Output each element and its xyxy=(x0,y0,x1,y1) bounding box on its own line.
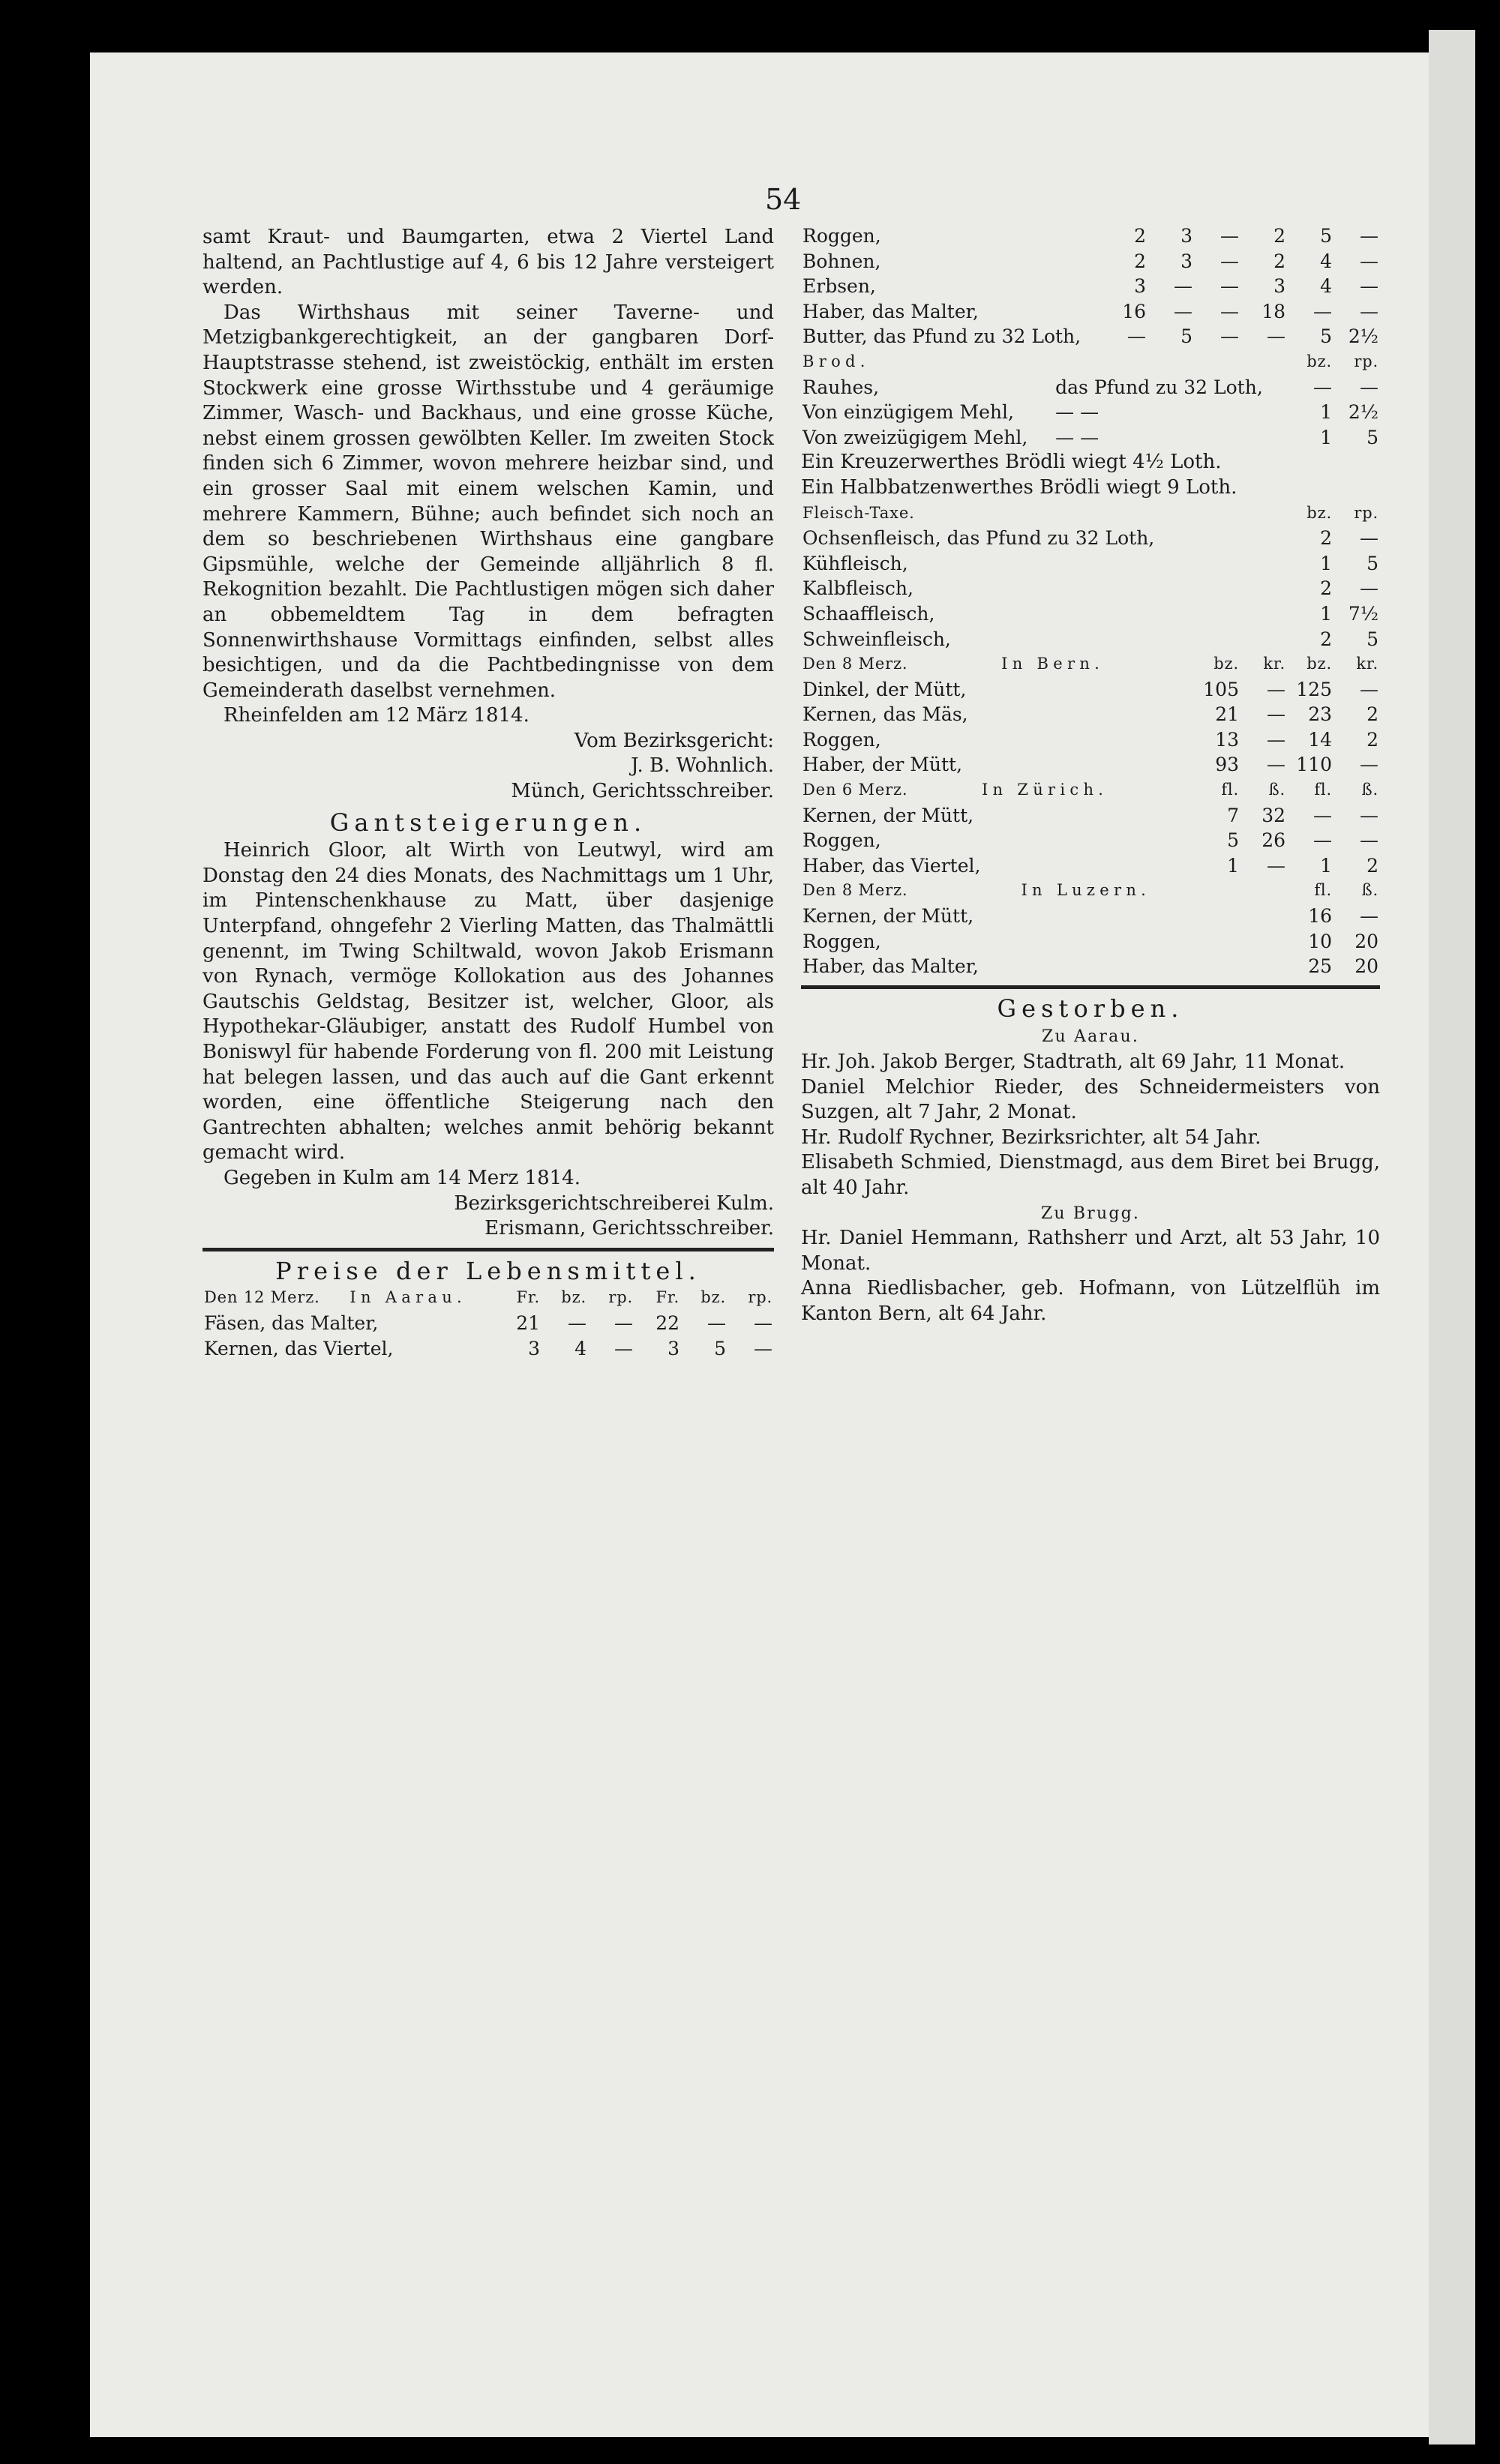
price-cell: 5 xyxy=(1320,225,1332,247)
market-date: Den 8 Merz. xyxy=(802,655,908,673)
price-cell: 5 xyxy=(1366,426,1378,448)
col-header: rp. xyxy=(1354,503,1378,522)
item-name: Schaaffleisch, xyxy=(802,602,935,625)
aarau-price-table xyxy=(202,1285,774,1361)
death-notice: Anna Riedlisbacher, geb. Hofmann, von Lützelflüh im Kanton Bern, alt 64 Jahr. xyxy=(801,1277,1380,1325)
left-column xyxy=(202,225,774,1361)
table-row xyxy=(801,904,1380,929)
table-row xyxy=(202,1336,774,1362)
gant-signature-clerk: Erismann, Gerichtsschreiber. xyxy=(484,1217,774,1240)
price-cell: 3 xyxy=(1274,275,1286,298)
price-cell: 3 xyxy=(1134,275,1146,298)
price-cell: — xyxy=(1313,376,1332,398)
table-row xyxy=(801,702,1380,727)
price-cell: 2 xyxy=(1134,250,1146,272)
item-name: Erbsen, xyxy=(802,275,876,298)
item-name: Kernen, der Mütt, xyxy=(802,804,974,826)
item-name: Roggen, xyxy=(802,829,881,852)
price-cell: 21 xyxy=(516,1311,540,1334)
inn-description-paragraph: Das Wirthshaus mit seiner Taverne- und Metzigbankgerechtigkeit, an der gangbaren Dorf-Hauptstrasse stehend, ist zweistöckig, enthält im ersten Stockwerk eine grosse Wirthsstube und 4 geräumige Zimmer, Wasch- und Backhaus, und eine grosse Küche, nebst einem grossen gewölbten Keller. Im zweiten Stock finden sich 6 Zimmer, wovon mehrere heizbar sind, und ein grosser Saal mit einem welschen Kamin, und mehrere Kammern, Bühne; auch befindet sich noch an dem so beschriebenen Wirthshaus eine gangbare Gipsmühle, welche der Gemeinde alljährlich 8 fl. Rekognition bezahlt. Die Pachtlustigen mögen sich daher an obbemeldtem Tag in dem befragten Sonnenwirthshause Vormittags einfinden, selbst alles besichtigen, und da die Pachtbedingnisse von dem Gemeinderath daselbst vernehmen. xyxy=(202,301,774,702)
price-cell: 25 xyxy=(1308,955,1332,978)
market-city: In Luzern. xyxy=(1021,881,1151,900)
price-cell: — xyxy=(1267,754,1286,776)
item-note: — — xyxy=(1055,401,1100,424)
price-cell: — xyxy=(1127,325,1146,348)
price-cell: — xyxy=(1360,754,1378,776)
item-name: Roggen, xyxy=(802,225,881,247)
death-notice: Hr. Joh. Jakob Berger, Stadtrath, alt 69 Jahr, 11 Monat. xyxy=(801,1051,1346,1073)
price-cell: — xyxy=(1360,275,1378,298)
price-cell: 10 xyxy=(1308,930,1332,952)
price-cell: 3 xyxy=(528,1337,540,1359)
table-row xyxy=(801,274,1380,299)
price-cell: — xyxy=(1220,325,1239,348)
price-cell: 1 xyxy=(1320,552,1332,574)
col-header: rp. xyxy=(1354,352,1378,370)
item-name: Von einzügigem Mehl, xyxy=(802,401,1014,424)
price-cell: 1 xyxy=(1320,401,1332,424)
signature-clerk: Münch, Gerichtsschreiber. xyxy=(511,780,774,803)
price-cell: — xyxy=(1360,905,1378,928)
meat-price-table xyxy=(801,501,1380,652)
price-cell: 5 xyxy=(1366,628,1378,650)
item-name: Roggen, xyxy=(802,728,881,751)
table-row xyxy=(801,526,1380,551)
col-header: rp. xyxy=(608,1288,633,1307)
aarau-city: In Aarau. xyxy=(350,1288,467,1307)
price-cell: 3 xyxy=(1180,225,1192,247)
price-cell: — xyxy=(707,1311,726,1334)
price-cell: 14 xyxy=(1308,728,1332,751)
price-cell: 21 xyxy=(1215,703,1239,726)
price-cell: — xyxy=(1267,678,1286,700)
bread-price-table xyxy=(801,349,1380,450)
item-name: Dinkel, der Mütt, xyxy=(802,678,967,700)
col-header: ß. xyxy=(1361,781,1378,799)
price-cell: 5 xyxy=(1366,552,1378,574)
table-row xyxy=(801,601,1380,627)
signature-name: J. B. Wohnlich. xyxy=(631,754,774,778)
col-header: kr. xyxy=(1356,655,1378,673)
next-page-edge xyxy=(1429,30,1475,2445)
table-row xyxy=(801,551,1380,577)
price-cell: 32 xyxy=(1262,804,1286,826)
price-cell: — xyxy=(1313,804,1332,826)
price-cell: 13 xyxy=(1215,728,1239,751)
item-name: Haber, der Mütt, xyxy=(802,754,963,776)
price-cell: — xyxy=(1267,325,1286,348)
price-cell: 1 xyxy=(1320,426,1332,448)
col-header: fl. xyxy=(1314,881,1332,900)
market-city: In Zürich. xyxy=(981,781,1108,799)
price-cell: — xyxy=(1174,275,1192,298)
price-cell: — xyxy=(1360,376,1378,398)
gant-paragraph: Heinrich Gloor, alt Wirth von Leutwyl, wird am Donstag den 24 dies Monats, des Nachmittags um 1 Uhr, im Pintenschenkhause zu Matt, über dasjenige Unterpfand, ohngefehr 2 Vierling Matten, das Thalmättli genennt, im Twing Schiltwald, wovon Jakob Erismann von Rynach, vermöge Kollokation aus des Johannes Gautschis Geldstag, Besitzer ist, welcher, Gloor, als Hypothekar-Gläubiger, anstatt des Rudolf Humbel von Boniswyl für habende Forderung von fl. 200 mit Leistung hat belegen lassen, und das auch auf die Gant erkennt worden, eine öffentliche Steigerung nach den Gantrechten abhalten; welches anmit behörig bekannt gemacht wird. xyxy=(202,839,774,1165)
prices-heading: Preise der Lebensmittel. xyxy=(275,1256,701,1285)
aarau-subheading: Zu Aarau. xyxy=(1041,1027,1140,1047)
bread-weight-line: Ein Kreuzerwerthes Brödli wiegt 4½ Loth. xyxy=(801,451,1222,474)
price-cell: 20 xyxy=(1354,930,1378,952)
table-row xyxy=(801,576,1380,601)
item-name: Kernen, das Mäs, xyxy=(802,703,968,726)
price-cell: — xyxy=(1220,250,1239,272)
item-note: das Pfund zu 32 Loth, xyxy=(1055,376,1263,398)
price-cell: 4 xyxy=(1320,275,1332,298)
price-cell: 2 xyxy=(1366,728,1378,751)
item-name: Kernen, der Mütt, xyxy=(802,905,974,928)
luzern-price-table xyxy=(801,878,1380,979)
price-cell: — xyxy=(1360,577,1378,600)
price-cell: 2 xyxy=(1366,854,1378,877)
price-cell: — xyxy=(614,1311,633,1334)
price-cell: 93 xyxy=(1215,754,1239,776)
price-cell: — xyxy=(1313,300,1332,322)
price-cell: 5 xyxy=(714,1337,726,1359)
death-notice: Hr. Rudolf Rychner, Bezirksrichter, alt 54 Jahr. xyxy=(801,1126,1262,1149)
col-header: rp. xyxy=(748,1288,772,1307)
gestorben-heading: Gestorben. xyxy=(997,994,1184,1023)
col-header: bz. xyxy=(700,1288,726,1307)
table-row xyxy=(801,853,1380,879)
item-name: Kühfleisch, xyxy=(802,552,908,574)
col-header: bz. xyxy=(1306,655,1332,673)
price-cell: — xyxy=(1220,275,1239,298)
price-cell: 16 xyxy=(1122,300,1146,322)
item-name: Haber, das Malter, xyxy=(802,300,979,322)
market-city: In Bern. xyxy=(1001,655,1105,673)
col-header: bz. xyxy=(1214,655,1239,673)
page-number: 54 xyxy=(765,183,802,216)
table-row xyxy=(801,752,1380,778)
item-name: Von zweizügigem Mehl, xyxy=(802,426,1028,448)
price-cell: 2½ xyxy=(1348,325,1378,348)
table-row xyxy=(801,425,1380,451)
price-cell: 2 xyxy=(1274,250,1286,272)
price-cell: 3 xyxy=(668,1337,680,1359)
item-name: Butter, das Pfund zu 32 Loth, xyxy=(802,325,1082,348)
fleisch-label: Fleisch-Taxe. xyxy=(802,503,915,522)
price-cell: 20 xyxy=(1354,955,1378,978)
item-name: Kernen, das Viertel, xyxy=(204,1337,394,1359)
price-cell: 1 xyxy=(1320,854,1332,877)
gant-date: Gegeben in Kulm am 14 Merz 1814. xyxy=(224,1166,580,1189)
gant-heading: Gantsteigerungen. xyxy=(329,808,647,837)
col-header: ß. xyxy=(1361,881,1378,900)
market-date: Den 6 Merz. xyxy=(802,781,908,799)
price-cell: 1 xyxy=(1320,602,1332,625)
death-notice: Hr. Daniel Hemmann, Rathsherr und Arzt, alt 53 Jahr, 10 Monat. xyxy=(801,1227,1380,1275)
table-row xyxy=(202,1311,774,1336)
price-cell: — xyxy=(1360,678,1378,700)
item-name: Roggen, xyxy=(802,930,881,952)
price-cell: 5 xyxy=(1180,325,1192,348)
table-row xyxy=(801,627,1380,652)
section-rule xyxy=(202,1248,774,1251)
price-cell: — xyxy=(1267,703,1286,726)
col-header: ß. xyxy=(1268,781,1286,799)
price-cell: — xyxy=(1360,527,1378,550)
price-cell: 2 xyxy=(1320,577,1332,600)
brod-label: Brod. xyxy=(802,352,870,370)
signature-court: Vom Bezirksgericht: xyxy=(574,729,774,752)
table-row xyxy=(801,223,1380,249)
price-cell: — xyxy=(1313,829,1332,852)
item-name: Haber, das Malter, xyxy=(802,955,979,978)
price-cell: 4 xyxy=(574,1337,586,1359)
auction-paragraph-1: samt Kraut- und Baumgarten, etwa 2 Viertel Land haltend, an Pachtlustige auf 4, 6 bis 12 Jahre versteigert werden. xyxy=(202,226,774,299)
price-cell: 22 xyxy=(656,1311,680,1334)
zuerich-price-table xyxy=(801,778,1380,878)
price-cell: — xyxy=(1220,225,1239,247)
aarau-date: Den 12 Merz. xyxy=(204,1288,320,1307)
price-cell: 105 xyxy=(1203,678,1239,700)
table-row xyxy=(801,828,1380,853)
price-cell: 16 xyxy=(1308,905,1332,928)
market-date: Den 8 Merz. xyxy=(802,881,908,900)
price-cell: 125 xyxy=(1296,678,1332,700)
right-column xyxy=(801,223,1380,1327)
col-header: fl. xyxy=(1314,781,1332,799)
price-cell: 2 xyxy=(1134,225,1146,247)
table-row xyxy=(801,400,1380,425)
price-cell: — xyxy=(614,1337,633,1359)
price-cell: — xyxy=(1360,829,1378,852)
zuerich-header-row xyxy=(801,778,1380,803)
place-date: Rheinfelden am 12 März 1814. xyxy=(224,704,530,727)
death-notice: Elisabeth Schmied, Dienstmagd, aus dem Biret bei Brugg, alt 40 Jahr. xyxy=(801,1151,1380,1199)
item-name: Schweinfleisch, xyxy=(802,628,951,650)
price-cell: — xyxy=(568,1311,586,1334)
price-cell: — xyxy=(1267,854,1286,877)
table-row xyxy=(801,954,1380,979)
price-cell: 1 xyxy=(1227,854,1239,877)
col-header: kr. xyxy=(1263,655,1286,673)
table-row xyxy=(801,299,1380,325)
price-cell: 5 xyxy=(1320,325,1332,348)
table-row xyxy=(801,375,1380,400)
table-row xyxy=(801,929,1380,955)
section-rule xyxy=(801,985,1380,989)
brod-header-row xyxy=(801,349,1380,375)
death-notice: Daniel Melchior Rieder, des Schneidermeisters von Suzgen, alt 7 Jahr, 2 Monat. xyxy=(801,1075,1380,1124)
price-cell: 2 xyxy=(1320,527,1332,550)
brugg-subheading: Zu Brugg. xyxy=(1040,1204,1141,1223)
price-cell: — xyxy=(1267,728,1286,751)
price-cell: 26 xyxy=(1262,829,1286,852)
item-name: Haber, das Viertel, xyxy=(802,854,981,877)
item-note: — — xyxy=(1055,426,1100,448)
price-cell: — xyxy=(754,1337,772,1359)
fleisch-header-row xyxy=(801,501,1380,526)
price-cell: 7 xyxy=(1227,804,1239,826)
price-cell: — xyxy=(1360,300,1378,322)
price-cell: — xyxy=(1360,225,1378,247)
price-cell: — xyxy=(1220,300,1239,322)
item-name: Rauhes, xyxy=(802,376,880,398)
item-name: Bohnen, xyxy=(802,250,881,272)
table-row xyxy=(801,727,1380,753)
price-cell: 7½ xyxy=(1348,602,1378,625)
luzern-header-row xyxy=(801,878,1380,904)
price-cell: 2 xyxy=(1274,225,1286,247)
table-row xyxy=(801,249,1380,274)
price-cell: 2½ xyxy=(1348,401,1378,424)
price-cell: 3 xyxy=(1180,250,1192,272)
table-row xyxy=(801,677,1380,703)
col-header: fl. xyxy=(1221,781,1239,799)
item-name: Fäsen, das Malter, xyxy=(204,1311,379,1334)
item-name: Ochsenfleisch, das Pfund zu 32 Loth, xyxy=(802,527,1155,550)
col-header: Fr. xyxy=(516,1288,540,1307)
aarau-header-row xyxy=(202,1285,774,1311)
item-name: Kalbfleisch, xyxy=(802,577,914,600)
price-cell: 18 xyxy=(1262,300,1286,322)
gant-signature-office: Bezirksgerichtschreiberei Kulm. xyxy=(454,1192,774,1215)
price-cell: 5 xyxy=(1227,829,1239,852)
price-cell: 110 xyxy=(1296,754,1332,776)
price-cell: — xyxy=(754,1311,772,1334)
col-header: Fr. xyxy=(656,1288,680,1307)
price-cell: — xyxy=(1360,250,1378,272)
col-header: bz. xyxy=(1306,352,1332,370)
table-row xyxy=(801,803,1380,829)
bern-header-row xyxy=(801,652,1380,677)
price-cell: — xyxy=(1360,804,1378,826)
col-header: bz. xyxy=(1306,503,1332,522)
price-cell: 4 xyxy=(1320,250,1332,272)
table-row xyxy=(801,324,1380,349)
bread-weight-line: Ein Halbbatzenwerthes Brödli wiegt 9 Loth. xyxy=(801,475,1238,499)
col-header: bz. xyxy=(561,1288,586,1307)
grain-price-table xyxy=(801,223,1380,349)
price-cell: 23 xyxy=(1308,703,1332,726)
price-cell: — xyxy=(1174,300,1192,322)
price-cell: 2 xyxy=(1320,628,1332,650)
price-cell: 2 xyxy=(1366,703,1378,726)
bern-price-table xyxy=(801,652,1380,778)
